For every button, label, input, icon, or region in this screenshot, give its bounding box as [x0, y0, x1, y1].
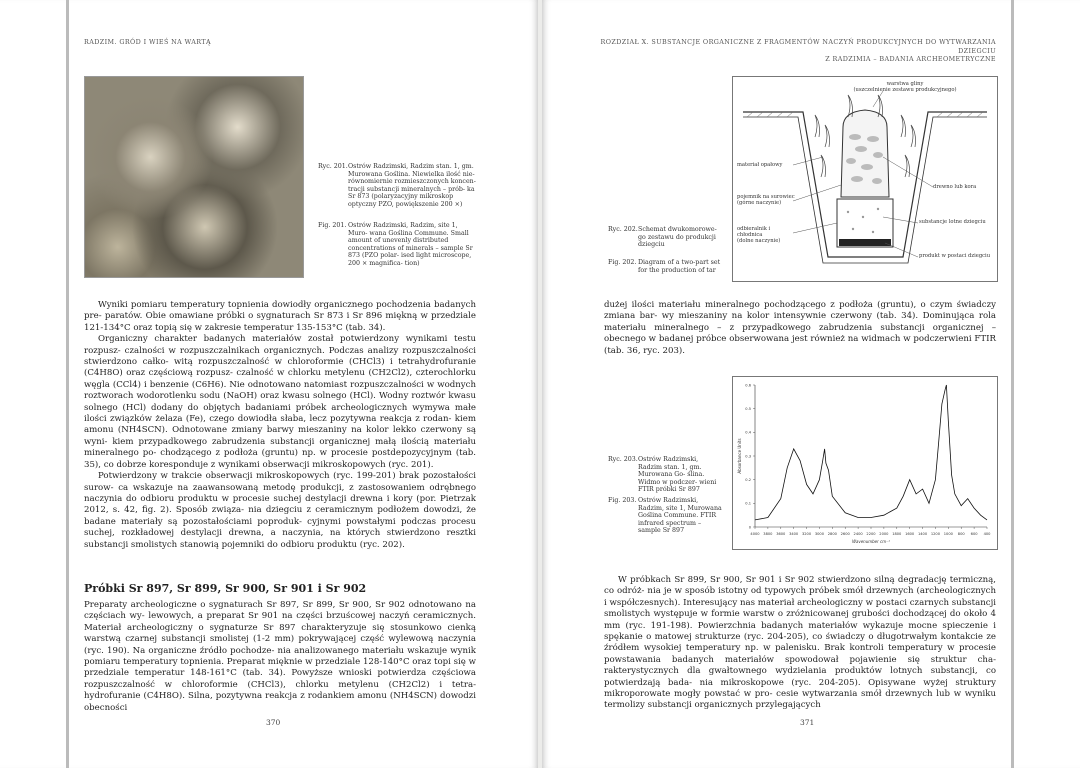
caption-label: Ryc. 202.: [608, 226, 638, 233]
x-tick-label: 1600: [905, 532, 915, 536]
caption-fig201-pl: [318, 163, 478, 209]
diagram-label: produkt w postaci dziegciu: [919, 253, 991, 259]
paragraph: Preparaty archeologiczne o sygnaturach Sr 897, Sr 899, Sr 900, Sr 902 odnotowano na częściach wy- lewowych, a preparat Sr 901 na części brzuścowej naczyń ceramicznych. Materiał archeologiczny o sygnaturze Sr 897 charakteryzuje się stosunkowo cienką warstwą czarnej substancji smolistej (1-2 mm) pokrywającej część wylewową naczynia (ryc. 190). Na organiczne źródło pochodze- nia analizowanego materiału wskazuje wynik pomiaru temperatury topnienia. Preparat mięknie w przedziale 128-140°C oraz topi się w przedziale temperatur 148-161°C (tab. 34). Powyższe wnioski potwierdza częściowa rozpuszczalność w chloroformie (CHCl3), chlorku metylenu (CH2Cl2) i tetra- hydrofuranie (C4H8O). Silna, pozytywna reakcja z rodankiem amonu (NH4SCN) dowodzi obecności: [84, 600, 476, 713]
diagram-label: drewno lub kora: [933, 184, 977, 190]
diagram-label: pojemnik na surowiec (górne naczynie): [737, 194, 795, 206]
x-tick-label: 600: [970, 532, 978, 536]
x-tick-label: 3000: [814, 532, 825, 536]
caption-text: Ostrów Radzimski, Radzim, site 1, Muro- wana Goślina Commune. Small amount of unevenly distributed concentrations of minerals – sample Sr 873 (PZO polar- ised light microscope, 200 × magnifica- tion): [348, 222, 473, 267]
body-text-left-bottom: [84, 600, 476, 714]
caption-text: Diagram of a two-part set for the production of tar: [638, 259, 721, 274]
x-tick-label: 800: [957, 532, 965, 536]
paragraph: Organiczny charakter badanych materiałów został potwierdzony wynikami testu rozpusz- czalności w rozpuszczalnikach organicznych. Podczas analizy rozpuszczalności stwierdzono całko- witą rozpuszczalność w chloroformie (CHCl3) i tetrahydrofuranie (C4H8O) oraz częściową rozpusz- czalność w chlorku metylenu (CH2Cl2), czterochlorku węgla (CCl4) i benzenie (C6H6). Nie odnotowano natomiast rozpuszczalności w wodnych roztworach wodorotlenku sodu (NaOH) oraz kwasu solnego (HCl). Wodny roztwór kwasu solnego (HCl) dodany do objętych badaniami próbek archeologicznych wymywa małe ilości związków żelaza (Fe), czego dowiodła słaba, lecz pozytywna reakcja z rodan- kiem amonu (NH4SCN). Odnotowane zmiany barwy mieszaniny na kolor lekko czerwony są wyni- kiem przypadkowego zabrudzenia substancji organicznej małą ilością materiału mineralnego po- chodzącego z podłoża (gruntu) np. w procesie postdepozycyjnym (tab. 35), co dobrze koresponduje z wynikami obserwacji mikroskopowych (ryc. 201).: [84, 334, 476, 470]
caption-fig202-pl: [608, 226, 728, 249]
x-tick-label: 400: [983, 532, 991, 536]
caption-fig202-en: [608, 259, 728, 274]
y-tick-label: 0.5: [745, 406, 751, 411]
x-tick-label: 2000: [879, 532, 889, 536]
running-head-right: [596, 38, 996, 64]
x-tick-label: 3600: [776, 532, 786, 536]
paragraph: dużej ilości materiału mineralnego pochodzącego z podłoża (gruntu), o czym świadczy zmiana bar- wy mieszaniny na kolor intensywnie czerwony (tab. 34). Dominująca rola materiału mineralnego – z przypadkowego zabrudzenia substancji organicznej – obecnego w badanej próbce obserwowana jest również na widmach w podczerwieni FTIR (tab. 36, ryc. 203).: [604, 300, 996, 356]
paragraph: Potwierdzony w trakcie obserwacji mikroskopowych (ryc. 199-201) brak pozostałości surow- ca wskazuje na zaawansowaną metodę produkcji, z zastosowaniem odrębnego naczynia do odbioru produktu w procesie suchej destylacji drewna i kory (por. Pietrzak 2012, s. 42, fig. 2). Sposób związa- nia dziegciu z ceramicznym podłożem dowodzi, że badane materiały są pozostałościami poproduk- cyjnymi powstałymi podczas procesu suchej, rozkładowej destylacji drewna, a naczynia, na których stwierdzono resztki substancji smolistych stanowią pojemniki do odbioru produktu (ryc. 202).: [84, 471, 476, 550]
diagram-label: odbieralnik i chłodnica (dolne naczynie): [737, 226, 781, 244]
x-tick-label: 1800: [892, 532, 902, 536]
diagram-label: substancje lotne dziegciu: [919, 219, 986, 225]
running-head-line: ROZDZIAŁ X. SUBSTANCJE ORGANICZNE Z FRAGMENTÓW NACZYŃ PRODUKCYJNYCH DO WYTWARZANIA DZIEGCIU: [600, 38, 996, 55]
y-axis-label: Absorbance Units: [737, 438, 742, 474]
y-tick-label: 0.1: [745, 501, 751, 506]
x-tick-label: 2400: [853, 532, 863, 536]
x-tick-label: 2600: [840, 532, 850, 536]
body-text-right-top: [604, 300, 996, 357]
y-tick-label: 0.6: [745, 383, 751, 388]
page-edge: [66, 0, 69, 768]
x-tick-label: 3200: [801, 532, 812, 536]
right-page: [542, 0, 1080, 768]
x-tick-label: 2800: [827, 532, 837, 536]
page-number: 370: [266, 718, 281, 727]
tar-kiln-diagram: [732, 76, 998, 282]
caption-label: Ryc. 201.: [318, 163, 348, 170]
caption-label: Ryc. 203.: [608, 456, 638, 463]
diagram-label: materiał opałowy: [737, 162, 783, 168]
y-tick-label: 0.4: [745, 430, 751, 435]
running-head-line: Z RADZIMIA – BADANIA ARCHEOMETRYCZNE: [825, 55, 996, 63]
x-tick-label: 1000: [943, 532, 953, 536]
caption-text: Ostrów Radzimski, Radzim stan. 1, gm. Murowana Goślina. Niewielka ilość nie- równomiernie rozmieszczonych koncen- tracji substancji mineralnych – prób- ka Sr 873 (polaryzacyjny mikroskop optyczny PZO, powiększenie 200 ×): [348, 163, 476, 208]
caption-fig203-en: [608, 497, 728, 535]
y-tick-label: 0.2: [745, 477, 751, 482]
paragraph: Wyniki pomiaru temperatury topnienia dowiodły organicznego pochodzenia badanych pre- paratów. Obie omawiane próbki o sygnaturach Sr 873 i Sr 896 miękną w przedziale 121-134°C oraz topią się w zakresie temperatur 135-153°C (tab. 34).: [84, 300, 476, 333]
spectrum-line: [755, 385, 987, 520]
y-tick-label: 0: [748, 525, 751, 530]
page-number: 371: [800, 718, 815, 727]
x-tick-label: 3400: [789, 532, 799, 536]
microscope-photo: [84, 76, 304, 278]
body-text-right-bottom: [604, 575, 996, 712]
x-tick-label: 1400: [917, 532, 928, 536]
body-text-left-top: [84, 300, 476, 551]
paragraph: W próbkach Sr 899, Sr 900, Sr 901 i Sr 902 stwierdzono silną degradację termiczną, co odróż- nia je w sposób istotny od typowych próbek smół drzewnych (archeologicznych i współczesnych). Interesujący nas materiał archeologiczny w postaci czarnych substancji smolistych występuje w formie warstw o zróżnicowanej grubości dochodzącej do około 4 mm (ryc. 191-198). Powierzchnia badanych materiałów wykazuje mocne spieczenie i spękanie o matowej strukturze (ryc. 204-205), co świadczy o długotrwałym kontakcie ze źródłem wysokiej temperatury np. w palenisku. Brak kontroli temperatury w procesie powstawania badanych materiałów spowodował pojawienie się struktur cha- rakterystycznych dla gwałtownego wydzielania produktów lotnych substancji, co potwierdzają bada- nia mikroskopowe (ryc. 204-205). Opisywane wyżej struktury mikroporowate mogły powstać w pro- cesie wytwarzania smół drzewnych lub w wyniku termolizy substancji organicznych przylegających: [604, 575, 996, 711]
caption-text: Ostrów Radzimski, Radzim, site 1, Murowana Goślina Commune. FTIR infrared spectrum – sample Sr 897: [638, 497, 722, 535]
caption-label: Fig. 201.: [318, 222, 347, 229]
caption-label: Fig. 203.: [608, 497, 637, 504]
caption-fig203-pl: [608, 456, 728, 494]
diagram-label: warstwa gliny (uszczelnienie zestawu produkcyjnego): [853, 81, 957, 93]
x-axis-label: Wavenumber cm⁻¹: [852, 539, 890, 544]
running-head-left: RADZIM. GRÓD I WIEŚ NA WARTĄ: [84, 38, 212, 46]
page-edge: [1011, 0, 1014, 768]
x-tick-label: 2200: [866, 532, 876, 536]
caption-fig201-en: [318, 222, 478, 268]
caption-text: Ostrów Radzimski, Radzim stan. 1, gm. Murowana Go- ślina. Widmo w podczer- wieni FTIR próbki Sr 897: [638, 456, 717, 494]
x-tick-label: 3800: [763, 532, 773, 536]
y-tick-label: 0.3: [745, 454, 751, 459]
caption-label: Fig. 202.: [608, 259, 637, 266]
x-tick-label: 4000: [750, 532, 760, 536]
section-heading: Próbki Sr 897, Sr 899, Sr 900, Sr 901 i Sr 902: [84, 582, 367, 595]
caption-text: Schemat dwukomorowe- go zestawu do produkcji dziegciu: [638, 226, 717, 249]
ftir-spectrum-chart: [732, 376, 998, 550]
diagram-svg: [733, 77, 997, 281]
left-page: [0, 0, 538, 768]
x-tick-label: 1200: [930, 532, 941, 536]
ftir-svg: [733, 377, 997, 549]
